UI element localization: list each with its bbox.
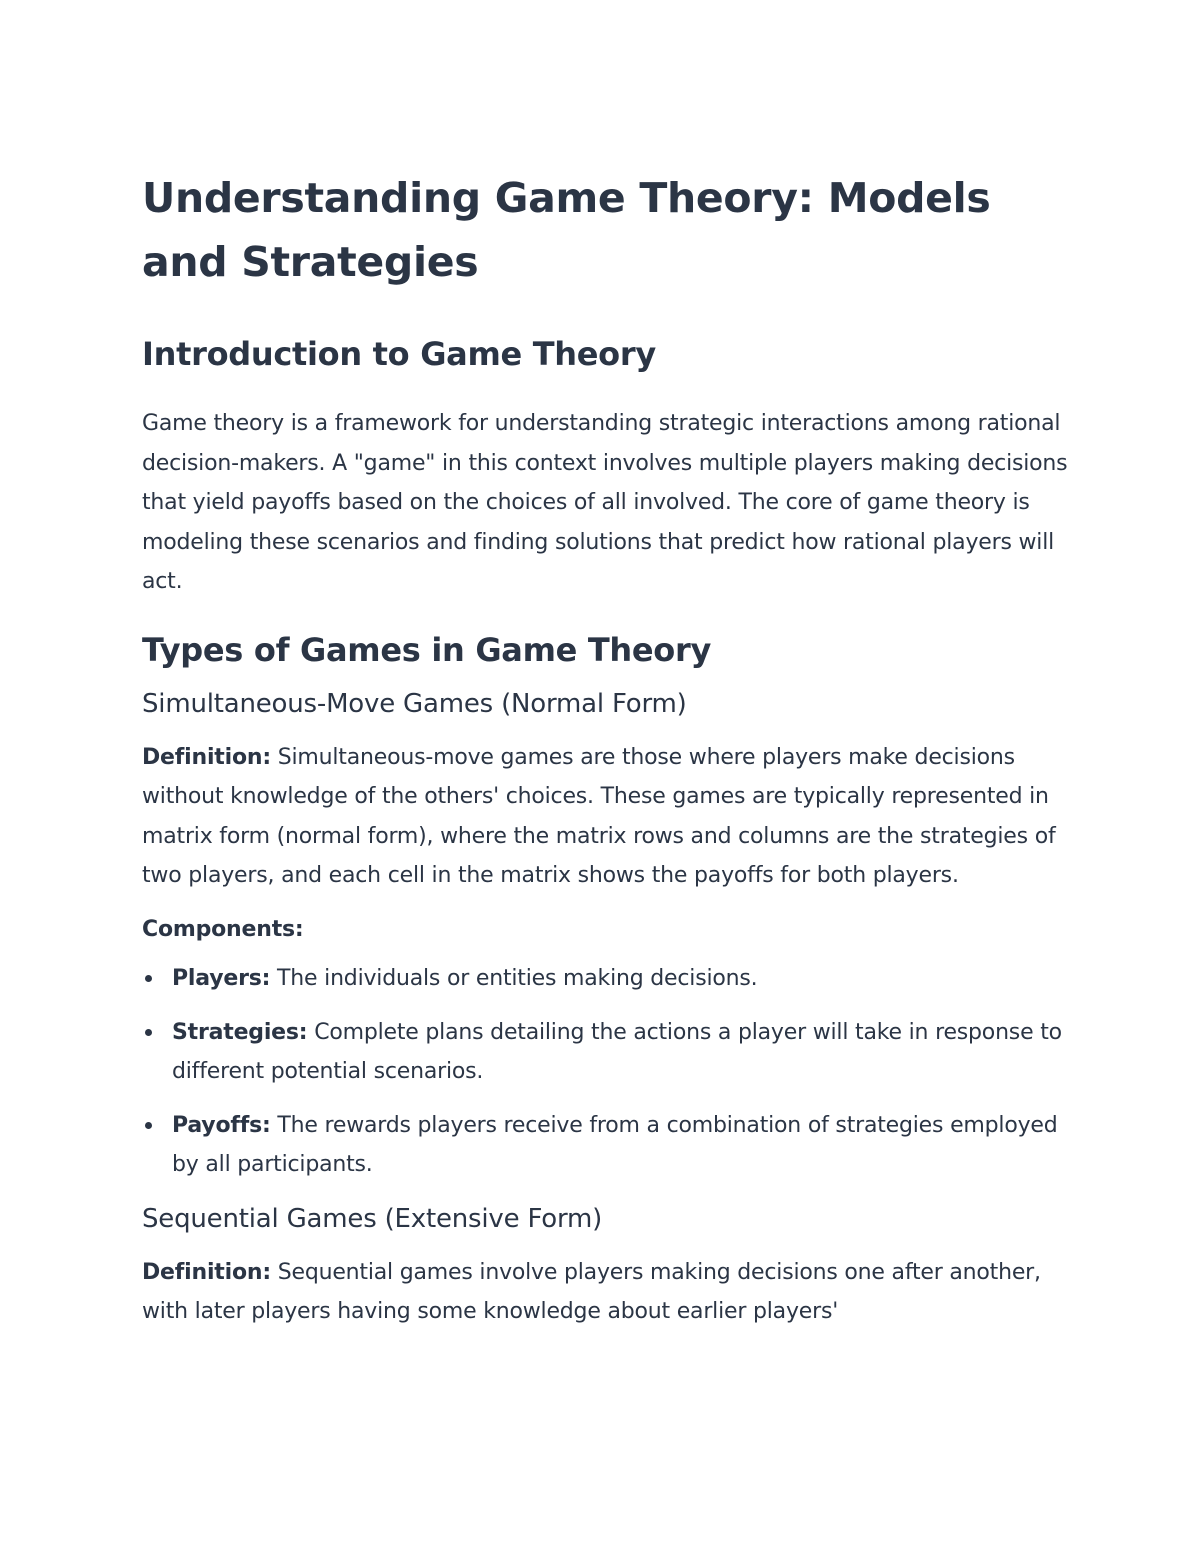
subsection-heading-sequential: Sequential Games (Extensive Form) — [142, 1203, 603, 1234]
list-item-strategies — [142, 1013, 1070, 1092]
list-item-label: Strategies: — [172, 1019, 308, 1045]
components-list — [142, 959, 1070, 1185]
components-heading — [142, 910, 1070, 950]
list-item-payoffs — [142, 1106, 1070, 1185]
sequential-definition — [142, 1253, 1070, 1332]
bullet-icon — [145, 1122, 152, 1129]
list-item-text: Complete plans detailing the actions a player will take in response to different potential scenarios. — [172, 1019, 1062, 1084]
bullet-icon — [145, 1029, 152, 1036]
components-label: Components: — [142, 916, 304, 942]
subsection-heading-simultaneous: Simultaneous-Move Games (Normal Form) — [142, 688, 687, 719]
section-heading-introduction: Introduction to Game Theory — [142, 335, 656, 373]
bullet-icon — [145, 975, 152, 982]
definition-text: Sequential games involve players making decisions one after another, with later players having some knowledge about earlier players' — [142, 1259, 1041, 1324]
list-item-players — [142, 959, 1070, 999]
document-title: Understanding Game Theory: Models and Strategies — [142, 174, 991, 286]
list-item-text: The rewards players receive from a combination of strategies employed by all participants. — [172, 1112, 1058, 1177]
definition-label: Definition: — [142, 744, 271, 770]
section-heading-types: Types of Games in Game Theory — [142, 630, 712, 669]
simultaneous-definition — [142, 738, 1070, 896]
list-item-text: The individuals or entities making decisions. — [270, 966, 758, 991]
list-item-label: Players: — [172, 966, 271, 991]
list-item-label: Payoffs: — [172, 1112, 271, 1138]
definition-text: Simultaneous-move games are those where players make decisions without knowledge of the others' choices. These games are typically represented in matrix form (normal form), where the matrix rows and columns are the strategies of two players, and each cell in the matrix shows the payoffs for both players. — [142, 744, 1056, 888]
intro-paragraph: Game theory is a framework for understanding strategic interactions among rational decision-makers. A "game" in this context involves multiple players making decisions that yield payoffs based on the choices of all involved. The core of game theory is modeling these scenarios and finding solutions that predict how rational players will act. — [142, 411, 1068, 594]
definition-label: Definition: — [142, 1259, 271, 1285]
